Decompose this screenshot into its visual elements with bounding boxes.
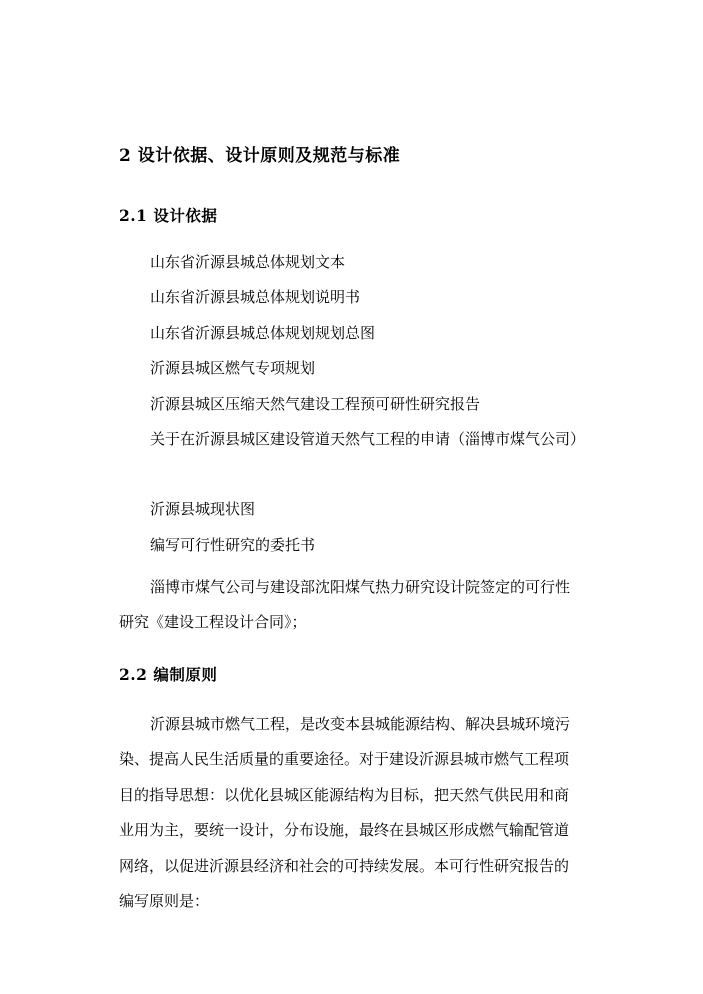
contract-text-line: 淄博市煤气公司与建设部沈阳煤气热力研究设计院签定的可行性 (150, 578, 571, 596)
basis-item: 山东省沂源县城总体规划文本 (150, 253, 346, 271)
basis-item: 山东省沂源县城总体规划说明书 (150, 288, 361, 306)
basis-item: 山东省沂源县城总体规划规划总图 (150, 324, 376, 342)
basis-item: 关于在沂源县城区建设管道天然气工程的申请（淄博市煤气公司） (150, 430, 586, 448)
basis-item: 编写可行性研究的委托书 (150, 536, 316, 554)
chapter-heading: 2 设计依据、设计原则及规范与标准 (119, 146, 401, 166)
principle-paragraph-line: 目的指导思想：以优化县城区能源结构为目标，把天然气供民用和商 (119, 786, 570, 804)
principle-paragraph-line: 网络，以促进沂源县经济和社会的可持续发展。本可行性研究报告的 (119, 857, 570, 875)
contract-text-line: 研究《建设工程设计合同》； (119, 613, 307, 631)
principle-paragraph-line: 染、提高人民生活质量的重要途径。对于建设沂源县城市燃气工程项 (119, 750, 570, 768)
basis-item: 沂源县城现状图 (150, 500, 256, 518)
principle-paragraph-line: 沂源县城市燃气工程，是改变本县城能源结构、解决县城环境污 (150, 715, 571, 733)
basis-item: 沂源县城区压缩天然气建设工程预可研性研究报告 (150, 395, 481, 413)
section-heading-2-2: 2.2 编制原则 (119, 665, 218, 684)
principle-paragraph-line: 业用为主，要统一设计，分布设施，最终在县城区形成燃气输配管道 (119, 821, 570, 839)
basis-item: 沂源县城区燃气专项规划 (150, 359, 316, 377)
section-heading-2-1: 2.1 设计依据 (119, 206, 218, 225)
principle-paragraph-line: 编写原则是： (119, 892, 210, 910)
